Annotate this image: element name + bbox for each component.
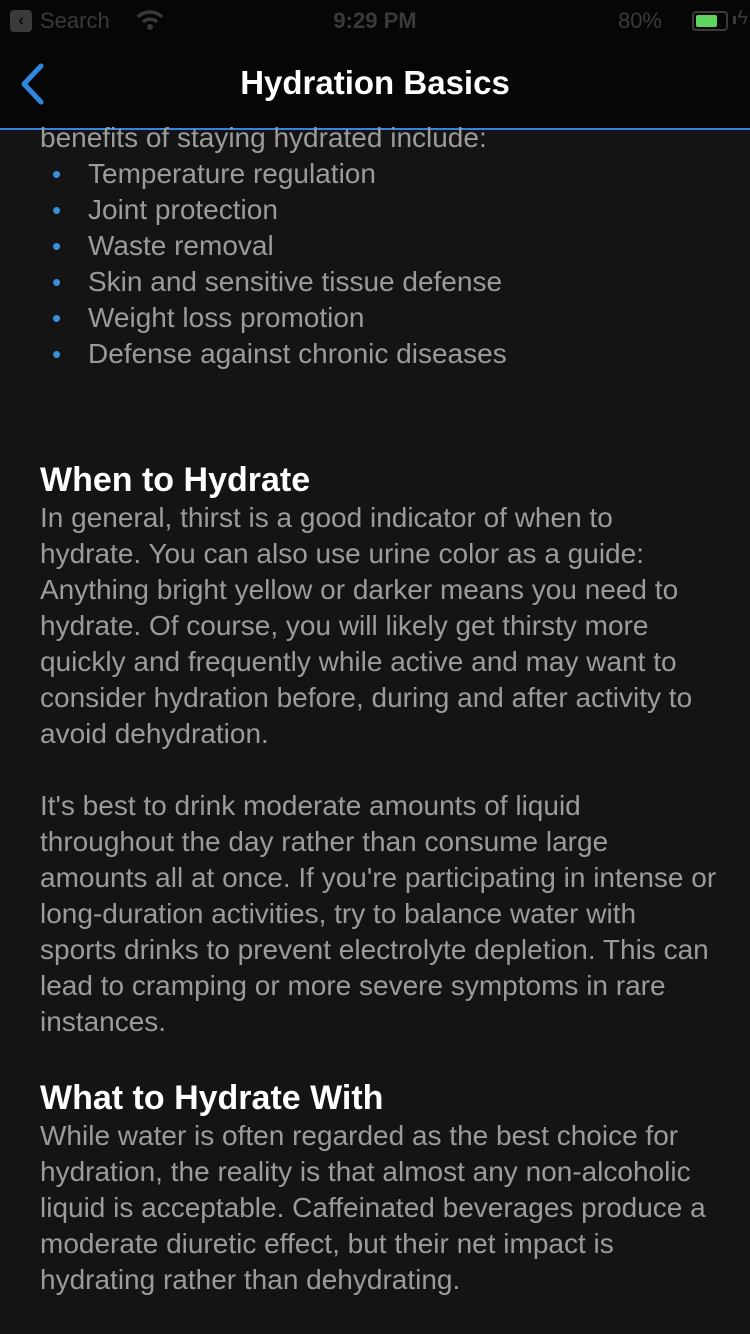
bullet-icon: • <box>52 303 62 333</box>
bullet-icon: • <box>52 231 62 261</box>
list-item <box>40 192 720 228</box>
battery-icon <box>692 11 728 31</box>
bullet-icon: • <box>52 195 62 225</box>
bullet-icon: • <box>52 267 62 297</box>
article-content <box>40 120 720 1298</box>
bullet-icon: • <box>52 339 62 369</box>
battery-fill <box>696 15 717 27</box>
benefit-text: Temperature regulation <box>88 158 376 189</box>
benefit-text: Skin and sensitive tissue defense <box>88 266 503 297</box>
intro-text: benefits of staying hydrated include: <box>40 122 487 153</box>
status-time: 9:29 PM <box>333 8 417 33</box>
list-item <box>40 228 720 264</box>
navigation-bar <box>0 40 750 130</box>
list-item <box>40 300 720 336</box>
benefits-list <box>40 156 720 372</box>
benefit-text: Joint protection <box>88 194 278 225</box>
charging-bolt-icon: ϟ <box>737 7 748 29</box>
benefit-text: Defense against chronic diseases <box>88 338 507 369</box>
list-item <box>40 156 720 192</box>
status-bar <box>0 0 750 40</box>
section-paragraph: While water is often regarded as the best choice for hydration, the reality is that almost any non-alcoholic liquid is acceptable. Caffeinated beverages produce a moderate diuretic effect, but their net impact is hydrating rather than dehydrating. <box>40 1120 706 1295</box>
section-paragraph: In general, thirst is a good indicator of when to hydrate. You can also use urine color as a guide: Anything bright yellow or darker means you need to hydrate. Of course, you will likely get thirsty more quickly and frequently while active and may want to consider hydration before, during and after activity to avoid dehydration. <box>40 502 693 749</box>
list-item <box>40 336 720 372</box>
page-title: Hydration Basics <box>240 64 510 101</box>
battery-cap <box>733 16 736 24</box>
list-item <box>40 264 720 300</box>
back-arrow-icon: ‹ <box>10 10 32 32</box>
section-heading: What to Hydrate With <box>40 1079 384 1117</box>
back-to-app-label: Search <box>40 8 110 33</box>
benefit-text: Weight loss promotion <box>88 302 365 333</box>
battery-percentage: 80% <box>617 8 662 33</box>
section-heading: When to Hydrate <box>40 461 311 499</box>
bullet-icon: • <box>52 159 62 189</box>
benefit-text: Waste removal <box>88 230 274 261</box>
section-paragraph: It's best to drink moderate amounts of liquid throughout the day rather than consume large amounts all at once. If you're participating in intense or long-duration activities, try to balance water with sports drinks to prevent electrolyte depletion. This can lead to cramping or more severe symptoms in rare instances. <box>40 790 717 1037</box>
